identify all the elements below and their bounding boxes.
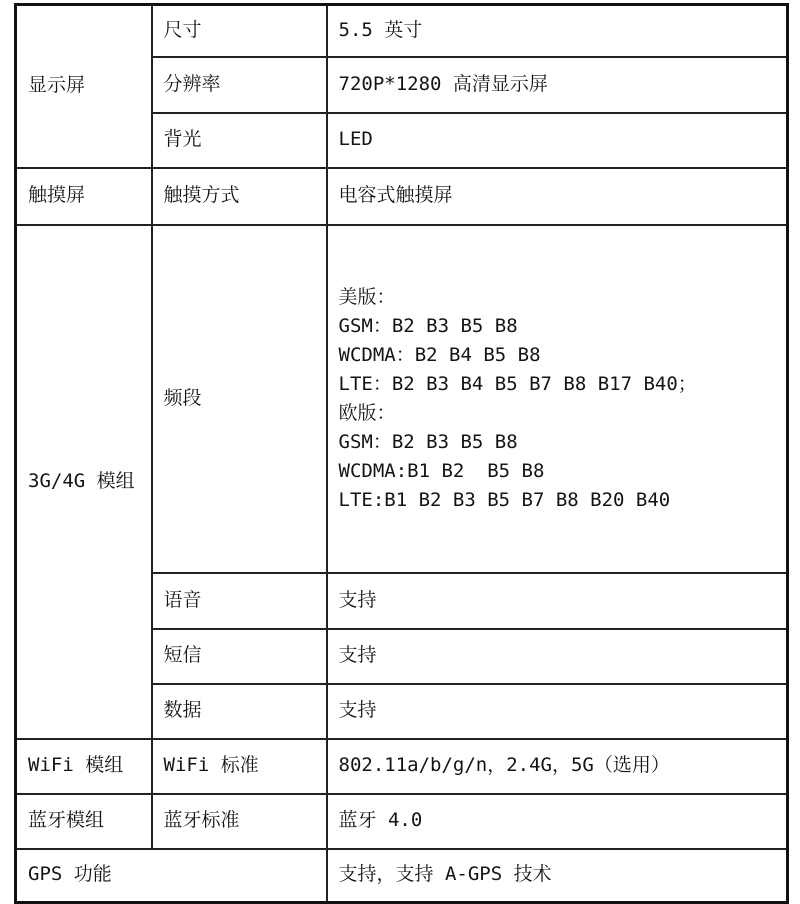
- row-bluetooth: [16, 794, 788, 849]
- band-line-us-lte: LTE：B2 B3 B4 B5 B7 B8 B17 B40；: [338, 372, 697, 395]
- band-label-cell: 频段: [152, 225, 327, 573]
- data-label-cell: 数据: [152, 684, 327, 739]
- band-line-eu-title: 欧版：: [338, 401, 396, 424]
- bluetooth-standard-label-cell: 蓝牙标准: [152, 794, 327, 849]
- voice-value-cell: 支持: [327, 573, 788, 629]
- row-display-size: [16, 5, 788, 57]
- touch-method-label-cell: 触摸方式: [152, 168, 327, 225]
- band-line-us-wcdma: WCDMA：B2 B4 B5 B8: [338, 343, 541, 366]
- voice-label-cell: 语音: [152, 573, 327, 629]
- band-value-cell: [327, 225, 788, 573]
- sms-label-cell: 短信: [152, 629, 327, 684]
- bluetooth-category-cell: 蓝牙模组: [16, 794, 152, 849]
- sms-value-cell: 支持: [327, 629, 788, 684]
- wifi-standard-label-cell: WiFi 标准: [152, 739, 327, 794]
- band-line-eu-gsm: GSM：B2 B3 B5 B8: [338, 430, 518, 453]
- row-gps: [16, 849, 788, 903]
- band-line-us-gsm: GSM：B2 B3 B5 B8: [338, 314, 518, 337]
- gps-value-cell: 支持，支持 A-GPS 技术: [327, 849, 788, 903]
- band-line-us-title: 美版：: [338, 285, 396, 308]
- row-wifi: [16, 739, 788, 794]
- bluetooth-standard-value-cell: 蓝牙 4.0: [327, 794, 788, 849]
- wifi-category-cell: WiFi 模组: [16, 739, 152, 794]
- row-touchscreen: [16, 168, 788, 225]
- display-resolution-label-cell: 分辨率: [152, 57, 327, 113]
- row-band: [16, 225, 788, 573]
- display-backlight-value-cell: LED: [327, 113, 788, 168]
- gps-category-cell: GPS 功能: [16, 849, 327, 903]
- module-3g4g-category-cell: 3G/4G 模组: [16, 225, 152, 739]
- touch-method-value-cell: 电容式触摸屏: [327, 168, 788, 225]
- wifi-standard-value-cell: 802.11a/b/g/n，2.4G，5G（选用）: [327, 739, 788, 794]
- display-backlight-label-cell: 背光: [152, 113, 327, 168]
- display-size-value-cell: 5.5 英寸: [327, 5, 788, 57]
- band-line-eu-lte: LTE:B1 B2 B3 B5 B7 B8 B20 B40: [338, 488, 671, 511]
- display-resolution-value-cell: 720P*1280 高清显示屏: [327, 57, 788, 113]
- touch-category-cell: 触摸屏: [16, 168, 152, 225]
- data-value-cell: 支持: [327, 684, 788, 739]
- display-category-cell: 显示屏: [16, 5, 152, 168]
- spec-table: [14, 3, 789, 904]
- band-line-eu-wcdma: WCDMA:B1 B2 B5 B8: [338, 459, 545, 482]
- display-size-label-cell: 尺寸: [152, 5, 327, 57]
